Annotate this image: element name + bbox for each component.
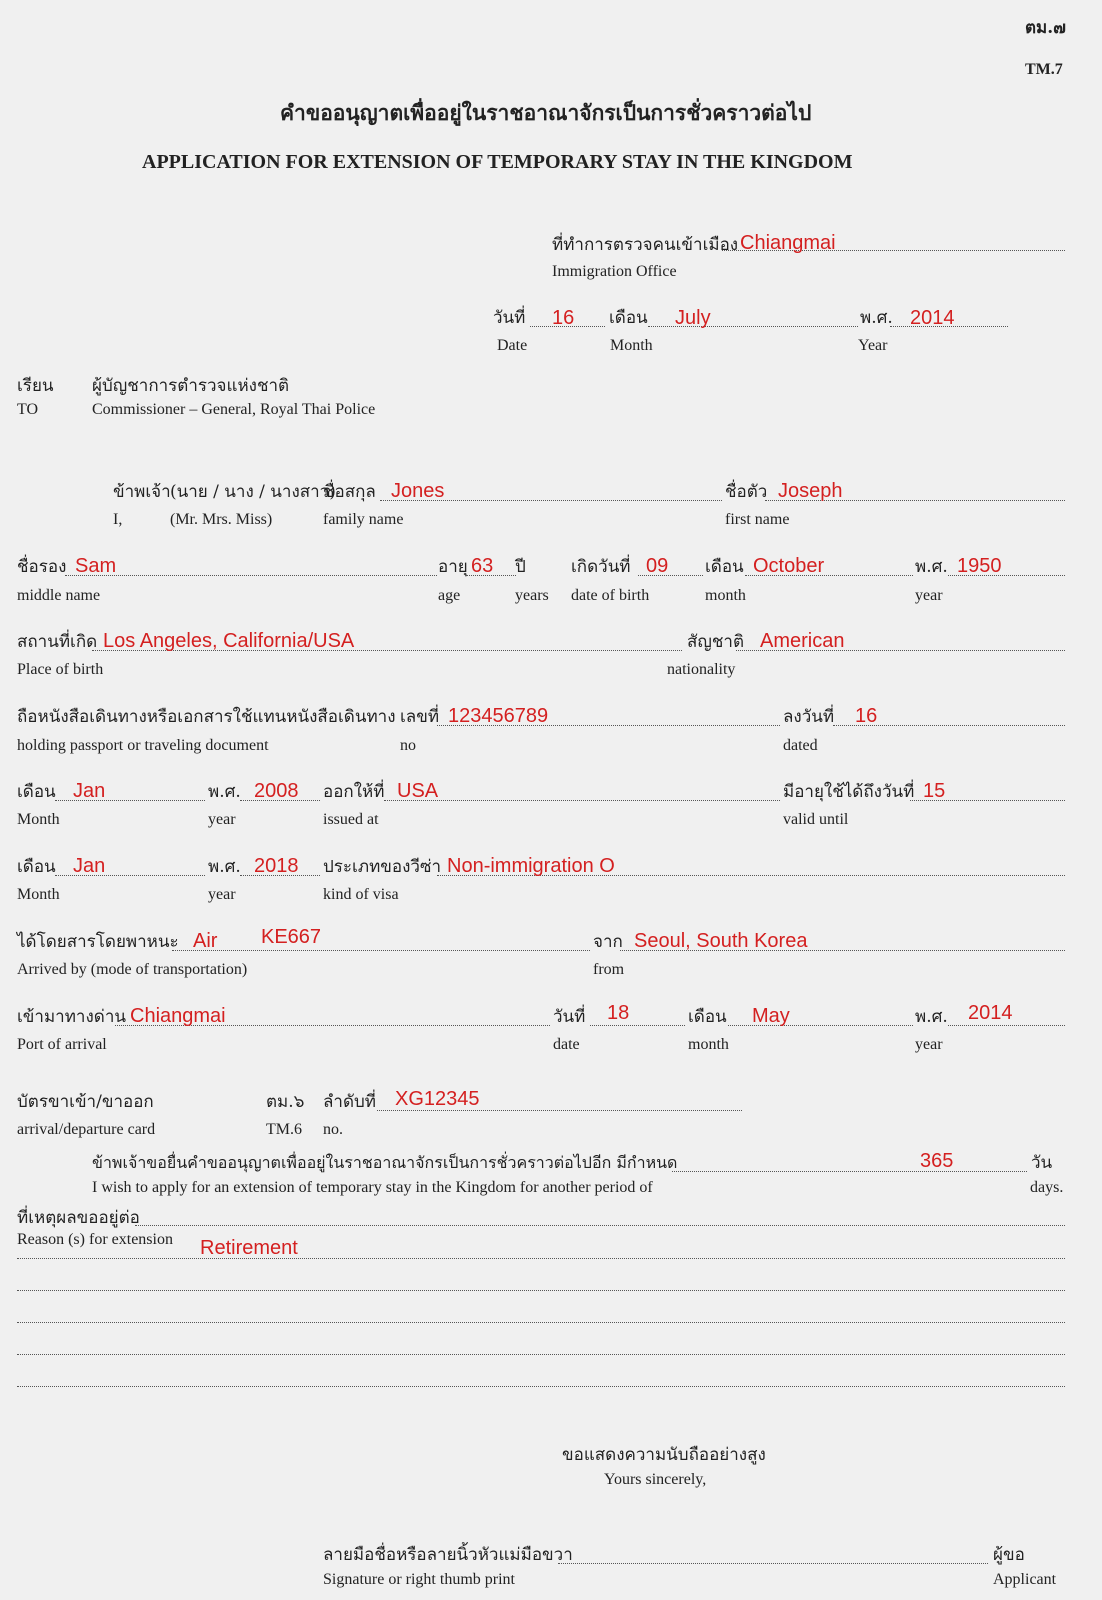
office-label-en: Immigration Office <box>552 263 677 280</box>
valid-until-label-th: มีอายุใช้ได้ถึงวันที่ <box>783 782 915 802</box>
visa-label-th: ประเภทของวีซ่า <box>323 857 442 877</box>
passport-label-en: holding passport or traveling document <box>17 737 269 754</box>
visa-value[interactable]: Non-immigration O <box>447 855 615 877</box>
first-name-label-th: ชื่อตัว <box>725 482 768 502</box>
applicant-titles-th: (นาย / นาง / นางสาว) <box>170 482 336 502</box>
port-label-en: Port of arrival <box>17 1036 107 1053</box>
from-label-th: จาก <box>593 932 623 952</box>
date-month-label-th: เดือน <box>609 308 648 328</box>
from-value[interactable]: Seoul, South Korea <box>634 930 808 952</box>
passport-dated-label-th: ลงวันที่ <box>783 707 835 727</box>
arrived-by-label-th: ได้โดยสารโดยพาหนะ <box>17 932 179 952</box>
to-name-en: Commissioner – General, Royal Thai Police <box>92 401 376 418</box>
issue-month-label-th: เดือน <box>17 782 56 802</box>
signature-line[interactable] <box>558 1563 988 1564</box>
arrival-day-label-th: วันที่ <box>553 1007 586 1027</box>
arrival-day-label-en: date <box>553 1036 580 1053</box>
issued-at-label-th: ออกให้ที่ <box>323 782 385 802</box>
passport-label-th: ถือหนังสือเดินทางหรือเอกสารใช้แทนหนังสือเดินทาง <box>17 707 396 727</box>
dob-month-label-en: month <box>705 587 746 604</box>
first-name-value[interactable]: Joseph <box>778 480 843 502</box>
dob-year-label-th: พ.ศ. <box>915 557 948 577</box>
reason-value[interactable]: Retirement <box>200 1237 298 1259</box>
issued-at-label-en: issued at <box>323 811 379 828</box>
arrived-by-label-en: Arrived by (mode of transportation) <box>17 961 248 978</box>
date-year-label-th: พ.ศ. <box>860 308 893 328</box>
signature-label-en: Signature or right thumb print <box>323 1571 515 1588</box>
family-name-label-en: family name <box>323 511 404 528</box>
arrival-month-value[interactable]: May <box>752 1005 790 1027</box>
arrival-year-line <box>948 1025 1065 1026</box>
arrived-by-flight-value[interactable]: KE667 <box>261 926 322 948</box>
middle-name-value[interactable]: Sam <box>75 555 117 577</box>
dob-day-value[interactable]: 09 <box>646 555 669 577</box>
family-name-label-th: ชื่อสกุล <box>323 482 376 502</box>
title-thai: คำขออนุญาตเพื่ออยู่ในราชอาณาจักรเป็นการชั่วคราวต่อไป <box>280 100 812 125</box>
valid-until-value[interactable]: 15 <box>923 780 946 802</box>
date-day-value[interactable]: 16 <box>552 307 575 329</box>
valid-year-value[interactable]: 2018 <box>254 855 299 877</box>
passport-no-value[interactable]: 123456789 <box>448 705 549 727</box>
valid-year-label-th: พ.ศ. <box>208 857 241 877</box>
applicant-label-en: Applicant <box>993 1571 1057 1588</box>
office-value[interactable]: Chiangmai <box>740 232 836 254</box>
years-label-th: ปี <box>515 557 526 577</box>
card-label-th: บัตรขาเข้า/ขาออก <box>17 1092 154 1112</box>
signature-label-th: ลายมือชื่อหรือลายนิ้วหัวแม่มือขวา <box>323 1545 573 1565</box>
arrival-month-label-th: เดือน <box>688 1007 727 1027</box>
tm6-label-en: TM.6 <box>266 1121 302 1138</box>
valid-year-label-en: year <box>208 886 236 903</box>
reason-line-2 <box>17 1258 1065 1259</box>
issue-year-label-th: พ.ศ. <box>208 782 241 802</box>
applicant-label-th: ผู้ขอ <box>993 1545 1025 1565</box>
days-label-en: days. <box>1030 1179 1064 1196</box>
card-no-label-th: ลำดับที่ <box>323 1092 377 1112</box>
middle-name-label-th: ชื่อรอง <box>17 557 67 577</box>
arrival-year-value[interactable]: 2014 <box>968 1002 1013 1024</box>
passport-dated-value[interactable]: 16 <box>855 705 878 727</box>
reason-line-4 <box>17 1322 1065 1323</box>
date-day-label-th: วันที่ <box>493 308 526 328</box>
from-label-en: from <box>593 961 625 978</box>
date-year-value[interactable]: 2014 <box>910 307 955 329</box>
extension-days-value[interactable]: 365 <box>920 1150 954 1172</box>
age-label-en: age <box>438 587 461 604</box>
nationality-value[interactable]: American <box>760 630 845 652</box>
issue-month-value[interactable]: Jan <box>73 780 106 802</box>
applicant-i-th: ข้าพเจ้า <box>113 482 171 502</box>
extension-request-th: ข้าพเจ้าขอยื่นคำขออนุญาตเพื่ออยู่ในราชอาณาจักรเป็นการชั่วคราวต่อไปอีก มีกำหนด <box>92 1153 678 1172</box>
valid-until-label-en: valid until <box>783 811 849 828</box>
to-name-th: ผู้บัญชาการตำรวจแห่งชาติ <box>92 376 290 396</box>
arrival-day-value[interactable]: 18 <box>607 1002 630 1024</box>
passport-dated-label-en: dated <box>783 737 818 754</box>
issue-year-label-en: year <box>208 811 236 828</box>
issued-at-line <box>384 800 780 801</box>
pob-value[interactable]: Los Angeles, California/USA <box>103 630 355 652</box>
date-day-label-en: Date <box>497 337 528 354</box>
reason-line-3 <box>17 1290 1065 1291</box>
applicant-titles-en: (Mr. Mrs. Miss) <box>170 511 273 528</box>
valid-month-label-en: Month <box>17 886 60 903</box>
dob-month-value[interactable]: October <box>753 555 825 577</box>
age-label-th: อายุ <box>438 557 468 577</box>
dob-month-label-th: เดือน <box>705 557 744 577</box>
middle-name-label-en: middle name <box>17 587 101 604</box>
form-code-thai: ตม.๗ <box>1025 18 1066 38</box>
to-label-en: TO <box>17 401 39 418</box>
pob-label-en: Place of birth <box>17 661 104 678</box>
first-name-label-en: first name <box>725 511 790 528</box>
arrived-by-mode-value[interactable]: Air <box>193 930 218 952</box>
nationality-label-th: สัญชาติ <box>687 632 744 652</box>
age-value[interactable]: 63 <box>471 555 494 577</box>
valid-month-value[interactable]: Jan <box>73 855 106 877</box>
port-label-th: เข้ามาทางด่าน <box>17 1007 126 1027</box>
reason-line-1 <box>135 1225 1065 1226</box>
arrival-day-line <box>590 1025 685 1026</box>
title-en: APPLICATION FOR EXTENSION OF TEMPORARY STAY IN THE KINGDOM <box>142 151 853 173</box>
years-label-en: years <box>515 587 549 604</box>
passport-no-label-en: no <box>400 737 416 754</box>
tm6-label-th: ตม.๖ <box>266 1092 305 1112</box>
applicant-i-en: I, <box>113 511 123 528</box>
arrival-month-label-en: month <box>688 1036 729 1053</box>
pob-label-th: สถานที่เกิด <box>17 632 98 652</box>
passport-no-label-th: เลขที่ <box>400 707 440 727</box>
reason-label-th: ที่เหตุผลขออยู่ต่อ <box>17 1208 140 1228</box>
card-no-value[interactable]: XG12345 <box>395 1088 480 1110</box>
card-no-label-en: no. <box>323 1121 343 1138</box>
form-code-en: TM.7 <box>1025 61 1063 78</box>
dob-label-en: date of birth <box>571 587 650 604</box>
issue-year-value[interactable]: 2008 <box>254 780 299 802</box>
card-no-line <box>377 1110 742 1111</box>
family-name-value[interactable]: Jones <box>391 480 445 502</box>
dob-year-value[interactable]: 1950 <box>957 555 1002 577</box>
date-month-label-en: Month <box>610 337 653 354</box>
date-month-value[interactable]: July <box>675 307 711 329</box>
extension-request-en: I wish to apply for an extension of temporary stay in the Kingdom for another period of <box>92 1179 653 1196</box>
arrival-year-label-th: พ.ศ. <box>915 1007 948 1027</box>
closing-th: ขอแสดงความนับถืออย่างสูง <box>562 1445 766 1465</box>
reason-line-6 <box>17 1386 1065 1387</box>
date-year-label-en: Year <box>858 337 888 354</box>
nationality-label-en: nationality <box>667 661 736 678</box>
reason-label-en: Reason (s) for extension <box>17 1231 173 1248</box>
issue-month-label-en: Month <box>17 811 60 828</box>
office-label-th: ที่ทำการตรวจคนเข้าเมือง <box>552 235 739 255</box>
card-label-en: arrival/departure card <box>17 1121 156 1138</box>
closing-en: Yours sincerely, <box>604 1471 707 1488</box>
reason-line-5 <box>17 1354 1065 1355</box>
arrival-year-label-en: year <box>915 1036 943 1053</box>
arrived-by-line <box>172 950 590 951</box>
issued-at-value[interactable]: USA <box>397 780 439 802</box>
to-label-th: เรียน <box>17 376 54 396</box>
dob-label-th: เกิดวันที่ <box>571 557 631 577</box>
days-label-th: วัน <box>1031 1153 1053 1173</box>
valid-month-label-th: เดือน <box>17 857 56 877</box>
middle-name-line <box>65 575 437 576</box>
visa-label-en: kind of visa <box>323 886 399 903</box>
extension-days-line <box>672 1171 1027 1172</box>
port-value[interactable]: Chiangmai <box>130 1005 226 1027</box>
dob-year-label-en: year <box>915 587 943 604</box>
